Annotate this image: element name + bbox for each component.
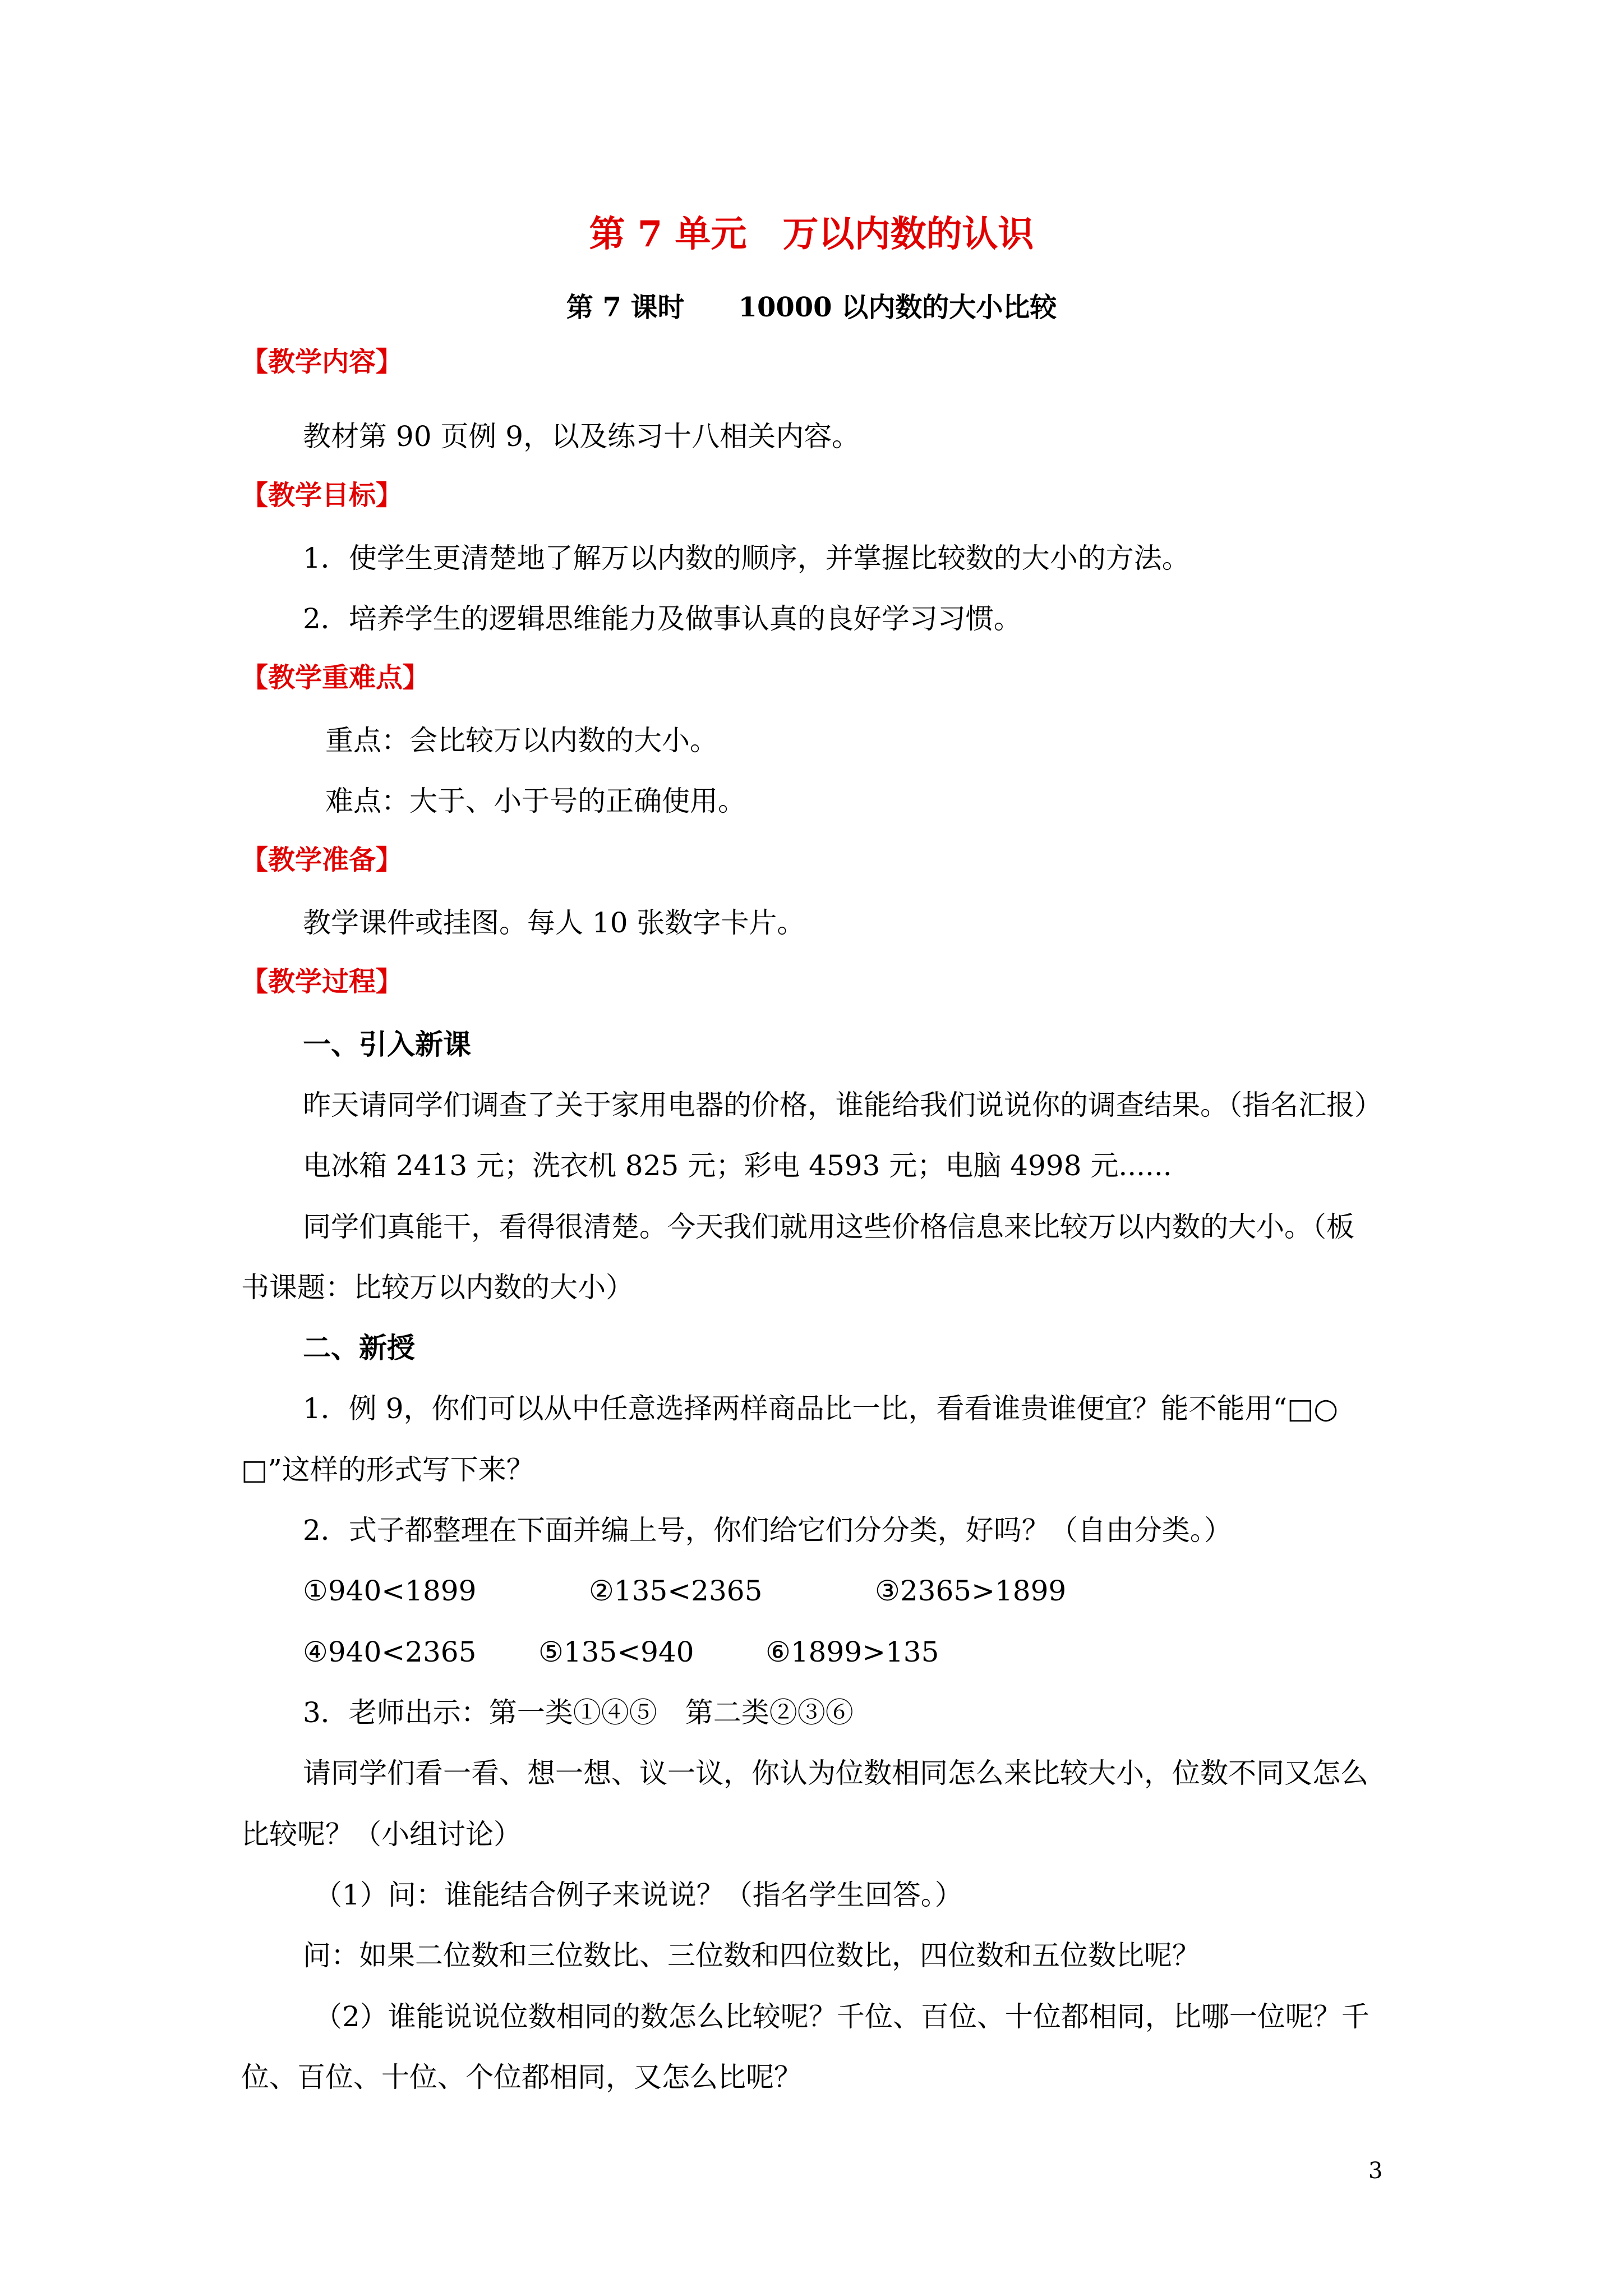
- goal-item-2: 2．培养学生的逻辑思维能力及做事认真的良好学习习惯。: [303, 602, 1022, 635]
- discussion-line-2: 比较呢？（小组讨论）: [241, 1818, 522, 1851]
- heading-teaching-process: 【教学过程】: [241, 966, 403, 997]
- expression-4: ④940<2365: [303, 1636, 477, 1668]
- question-2: 2．式子都整理在下面并编上号，你们给它们分分类，好吗？（自由分类。）: [303, 1514, 1232, 1547]
- heading-preparation: 【教学准备】: [241, 844, 403, 876]
- lesson-subtitle: 第 7 课时 10000 以内数的大小比较: [566, 292, 1057, 323]
- ask-1b: 问：如果二位数和三位数比、三位数和四位数比，四位数和五位数比呢？: [303, 1939, 1200, 1972]
- difficulty-text: 难点：大于、小于号的正确使用。: [325, 785, 746, 817]
- expression-5: ⑤135<940: [538, 1636, 694, 1668]
- expression-3: ③2365>1899: [875, 1575, 1067, 1607]
- intro-paragraph-3-line-2: 书课题：比较万以内数的大小）: [241, 1271, 634, 1304]
- question-1-line-1: 1．例 9，你们可以从中任意选择两样商品比一比，看看谁贵谁便宜？能不能用“□○: [303, 1392, 1338, 1425]
- goal-item-1: 1．使学生更清楚地了解万以内数的顺序，并掌握比较数的大小的方法。: [303, 542, 1190, 574]
- expression-1: ①940<1899: [303, 1575, 477, 1607]
- intro-paragraph-1: 昨天请同学们调查了关于家用电器的价格，谁能给我们说说你的调查结果。（指名汇报）: [303, 1089, 1382, 1121]
- expression-6: ⑥1899>135: [766, 1636, 939, 1668]
- part2-title: 二、新授: [303, 1331, 415, 1364]
- unit-title: 第 7 单元 万以内数的认识: [589, 213, 1034, 255]
- heading-key-points: 【教学重难点】: [241, 662, 430, 693]
- expression-2: ②135<2365: [589, 1575, 763, 1607]
- question-3: 3．老师出示：第一类①④⑤ 第二类②③⑥: [303, 1696, 854, 1729]
- ask-2-line-2: 位、百位、十位、个位都相同，又怎么比呢？: [241, 2061, 802, 2093]
- part1-title: 一、引入新课: [303, 1028, 471, 1061]
- discussion-line-1: 请同学们看一看、想一想、议一议，你认为位数相同怎么来比较大小，位数不同又怎么: [303, 1757, 1368, 1789]
- intro-paragraph-2: 电冰箱 2413 元；洗衣机 825 元；彩电 4593 元；电脑 4998 元......: [303, 1149, 1172, 1182]
- page-number: 3: [1368, 2158, 1383, 2184]
- intro-paragraph-3-line-1: 同学们真能干，看得很清楚。今天我们就用这些价格信息来比较万以内数的大小。（板: [303, 1211, 1354, 1243]
- preparation-text: 教学课件或挂图。每人 10 张数字卡片。: [303, 907, 805, 939]
- heading-teaching-content: 【教学内容】: [241, 346, 403, 378]
- ask-1: （1）问：谁能结合例子来说说？（指名学生回答。）: [314, 1879, 963, 1911]
- ask-2-line-1: （2）谁能说说位数相同的数怎么比较呢？千位、百位、十位都相同，比哪一位呢？千: [314, 2000, 1370, 2033]
- key-point-text: 重点：会比较万以内数的大小。: [325, 724, 718, 757]
- question-1-line-2: □”这样的形式写下来？: [241, 1453, 534, 1486]
- heading-teaching-goals: 【教学目标】: [241, 480, 403, 511]
- teaching-content-text: 教材第 90 页例 9，以及练习十八相关内容。: [303, 420, 860, 453]
